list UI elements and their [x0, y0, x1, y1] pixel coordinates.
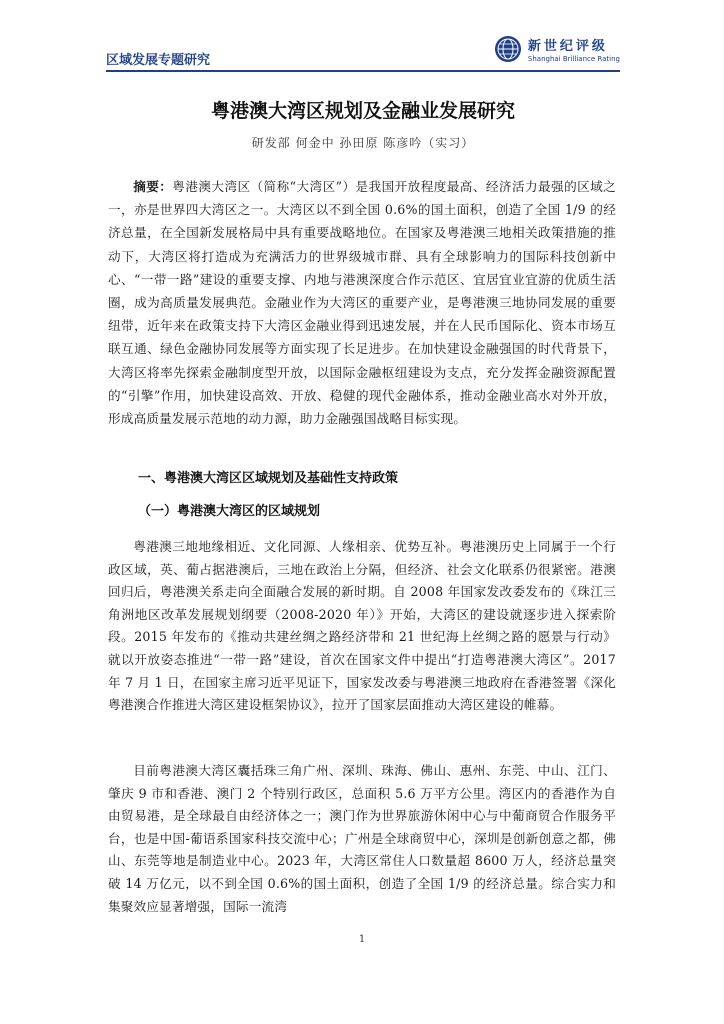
logo-text: [528, 35, 620, 63]
section-label: 区域发展专题研究: [106, 53, 211, 68]
body-paragraph: 粤港澳三地地缘相近、文化同源、人缘相亲、优势互补。粤港澳历史上同属于一个行政区域，英、葡占据港澳后，三地在政治上分隔，但经济、社会文化联系仍很紧密。港澳回归后，粤港澳关系走向全面融合发展的新时期。自 2008 年国家发改委发布的《珠江三角洲地区改革发展规划纲要（2008-2020 年）》开始，大湾区的建设就逐步进入探索阶段。2015 年发布的《推动共建丝绸之路经济带和 21 世纪海上丝绸之路的愿景与行动》就以开放姿态推进“一带一路”建设，首次在国家文件中提出“打造粤港澳大湾区”。2017 年 7 月 1 日，在国家主席习近平见证下，国家发改委与粤港澳三地政府在香港签署《深化粤港澳合作推进大湾区建设框架协议》，拉开了国家层面推动大湾区建设的帷幕。: [108, 539, 616, 713]
body-paragraph: 目前粤港澳大湾区囊括珠三角广州、深圳、珠海、佛山、惠州、东莞、中山、江门、肇庆 9 市和香港、澳门 2 个特别行政区，总面积 5.6 万平方公里。湾区内的香港作为自由贸易港，是全球最自由经济体之一；澳门作为世界旅游休闲中心与中葡商贸合作服务平台，也是中国-葡语系国家科技交流中心；广州是全球商贸中心，深圳是创新创意之都，佛山、东莞等地是制造业中心。2023 年，大湾区常住人口数量超 8600 万人，经济总量突破 14 万亿元，以不到全国 0.6%的国土面积，创造了全国 1/9 的经济总量。综合实力和集聚效应显著增强，国际一流湾: [108, 763, 616, 914]
authors-line: 研发部 何金中 孙田原 陈彦吟（实习）: [251, 136, 475, 150]
logo-english-name: Shanghai Brilliance Rating: [527, 55, 620, 63]
page-number: 1: [358, 934, 366, 945]
document-title: 粤港澳大湾区规划及金融业发展研究: [210, 100, 515, 122]
abstract-label: 摘要：: [133, 179, 173, 194]
subsection-heading: （一）粤港澳大湾区的区域规划: [138, 504, 321, 519]
globe-logo-icon: [494, 35, 522, 63]
page-header: [106, 30, 620, 72]
abstract-text: 粤港澳大湾区（简称“大湾区”）是我国开放程度最高、经济活力最强的区域之一，亦是世界四大湾区之一。大湾区以不到全国 0.6%的国土面积，创造了全国 1/9 的经济总量，在全国新发展格局中具有重要战略地位。在国家及粤港澳三地相关政策措施的推动下，大湾区将打造成为充满活力的世界级城市群、具有全球影响力的国际科技创新中心、“一带一路”建设的重要支撑、内地与港澳深度合作示范区、宜居宜业宜游的优质生活圈，成为高质量发展典范。金融业作为大湾区的重要产业，是粤港澳三地协同发展的重要纽带，近年来在政策支持下大湾区金融业得到迅速发展，并在人民币国际化、资本市场互联互通、绿色金融协同发展等方面实现了长足进步。在加快建设金融强国的时代背景下，大湾区将率先探索金融制度型开放，以国际金融枢纽建设为支点，充分发挥金融资源配置的“引擎”作用，加快建设高效、开放、稳健的现代金融体系，推动金融业高水对外开放，形成高质量发展示范地的动力源，助力金融强国战略目标实现。: [108, 179, 616, 427]
header-divider: [106, 70, 620, 72]
logo-chinese-name: 新世纪评级: [527, 39, 608, 54]
section-heading: 一、粤港澳大湾区区域规划及基础性支持政策: [138, 471, 399, 486]
abstract: [108, 175, 616, 430]
brand-logo: [494, 34, 620, 64]
